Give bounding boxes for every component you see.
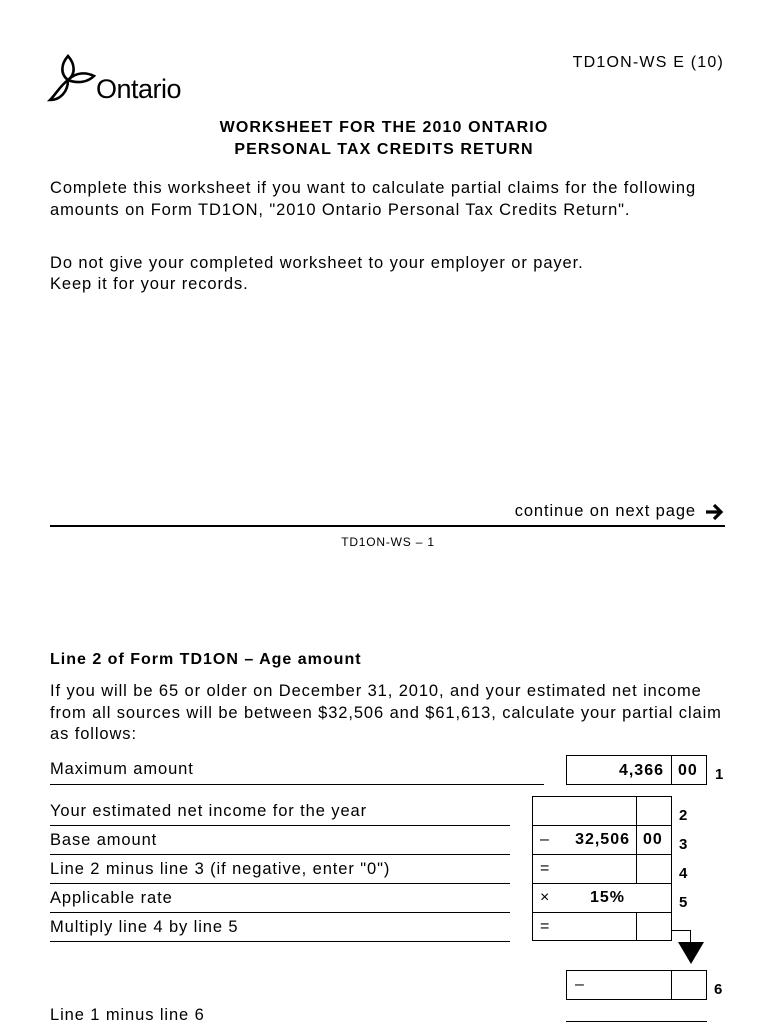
- amount-box-line-6: [566, 970, 707, 1000]
- row-label-maximum-amount: Maximum amount: [50, 760, 194, 778]
- line-number-5: 5: [679, 894, 688, 911]
- line-6-operator: –: [575, 976, 584, 993]
- arrow-right-icon: [704, 503, 724, 521]
- intro-paragraph: Complete this worksheet if you want to calculate partial claims for the following amounts on Form TD1ON, "2010 Ontario Personal Tax Credits Return".: [50, 179, 697, 219]
- row-label-base-amount: Base amount: [50, 831, 158, 849]
- line-number-6: 6: [714, 981, 723, 998]
- line-3-dollars: 32,506: [575, 831, 630, 848]
- row-label-multiply: Multiply line 4 by line 5: [50, 918, 239, 936]
- logo-text: Ontario: [96, 74, 182, 104]
- note-line-1: Do not give your completed worksheet to your employer or payer.: [50, 254, 584, 272]
- row-underline: [50, 825, 510, 826]
- line-1-cents: 00: [678, 762, 698, 779]
- line-3-operator: –: [540, 831, 549, 848]
- line-number-2: 2: [679, 807, 688, 824]
- line-5-rate: 15%: [590, 889, 626, 906]
- line-number-4: 4: [679, 865, 688, 882]
- row-label-line1-minus-line6: Line 1 minus line 6: [50, 1006, 205, 1024]
- row-underline: [50, 854, 510, 855]
- section-intro: If you will be 65 or older on December 31, 2010, and your estimated net income from all sources will be between $32,506 and $61,613, calculate your partial claim as follows:: [50, 682, 722, 743]
- row-underline: [50, 941, 510, 942]
- ontario-logo: [46, 52, 196, 104]
- arrow-down-icon: [677, 941, 705, 965]
- line-5-operator: ×: [540, 889, 550, 906]
- page-divider: [50, 525, 725, 527]
- continue-text: continue on next page: [514, 502, 696, 520]
- continue-next-page: [515, 502, 724, 521]
- connector-line: [672, 930, 691, 931]
- amount-box-line-1: [566, 755, 707, 785]
- row-label-net-income: Your estimated net income for the year: [50, 802, 367, 820]
- line-3-cents: 00: [643, 831, 663, 848]
- line-1-dollars: 4,366: [618, 762, 664, 779]
- row-underline: [50, 784, 544, 785]
- row-label-line2-minus-line3: Line 2 minus line 3 (if negative, enter "0"): [50, 860, 391, 878]
- note-line-2: Keep it for your records.: [50, 275, 249, 293]
- trillium-icon: [46, 52, 96, 104]
- row-label-applicable-rate: Applicable rate: [50, 889, 173, 907]
- worksheet-title-line2: PERSONAL TAX CREDITS RETURN: [234, 141, 534, 158]
- result-box-top: [566, 1021, 707, 1022]
- line-number-1: 1: [715, 766, 724, 783]
- form-code: TD1ON-WS E (10): [572, 54, 724, 71]
- line-4-operator: =: [540, 860, 550, 877]
- multiply-operator: =: [540, 918, 550, 935]
- row-underline: [50, 912, 510, 913]
- calculation-block: [532, 796, 672, 942]
- page-footer: TD1ON-WS – 1: [341, 535, 435, 549]
- worksheet-title-line1: WORKSHEET FOR THE 2010 ONTARIO: [219, 119, 549, 136]
- section-title: Line 2 of Form TD1ON – Age amount: [50, 651, 362, 668]
- row-underline: [50, 883, 510, 884]
- line-number-3: 3: [679, 836, 688, 853]
